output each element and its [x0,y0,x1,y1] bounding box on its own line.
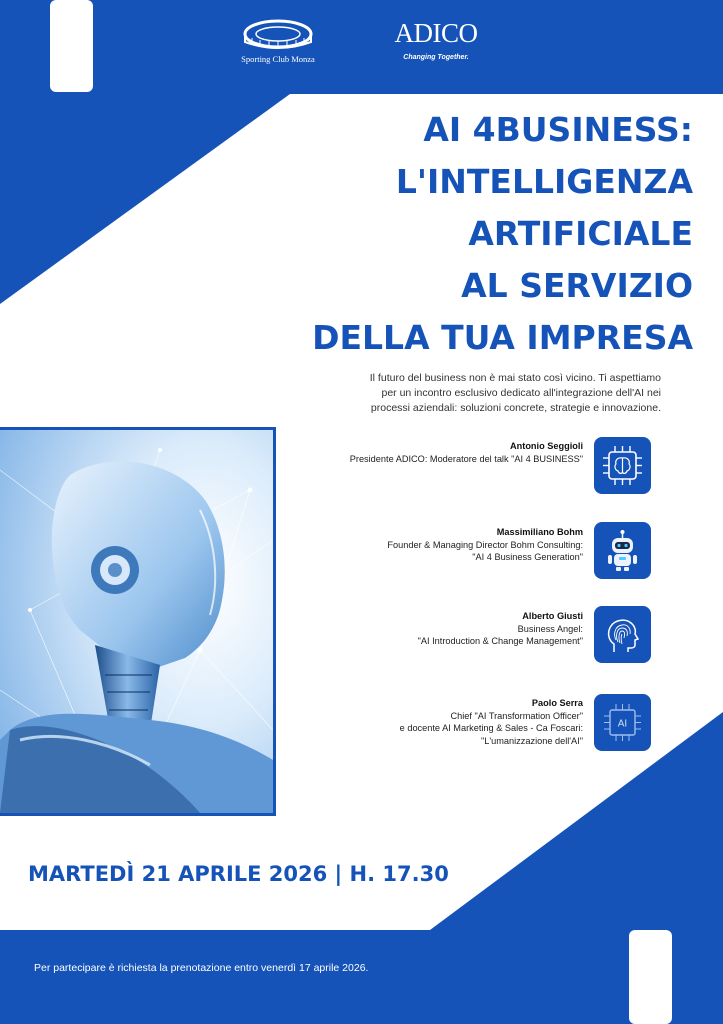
speaker-name: Antonio Seggioli [510,441,583,451]
svg-text:AI: AI [617,718,628,730]
speaker-role-2: e docente AI Marketing & Sales - Ca Foscari: [399,723,583,733]
event-title [213,104,693,364]
top-left-pill [50,0,93,92]
speaker-role: Business Angel: [517,623,583,634]
stadium-icon [232,14,324,54]
title-line: AI 4BUSINESS: [423,110,693,149]
ai-robot-illustration [0,427,276,816]
speaker-paolo-serra [283,697,583,747]
title-line: ARTIFICIALE [468,214,693,253]
title-line: L'INTELLIGENZA [395,162,693,201]
speaker-role: Chief "AI Transformation Officer" [450,710,583,721]
speaker-name: Paolo Serra [531,698,583,708]
fingerprint-head-icon [594,606,651,663]
speaker-talk: "L'umanizzazione dell'AI" [481,735,583,746]
intro-paragraph: Il futuro del business non è mai stato così vicino. Ti aspettiamo per un incontro esclusivo dedicato all'integrazione dell'AI nei processi aziendali: soluzioni concrete, strategie e innovazione. [369,372,661,414]
robot-icon [594,522,651,579]
sporting-club-monza-logo [232,14,324,64]
speaker-role: Presidente ADICO: Moderatore del talk "AI 4 BUSINESS" [349,453,583,464]
sporting-club-name: Sporting Club Monza [241,54,315,64]
registration-note: Per partecipare è richiesta la prenotazione entro venerdì 17 aprile 2026. [34,962,369,974]
adico-wordmark: ADICO [394,18,478,48]
brain-chip-icon [594,437,651,494]
event-date: MARTEDÌ 21 APRILE 2026 | H. 17.30 [28,862,449,886]
speaker-name: Alberto Giusti [522,611,583,621]
speaker-antonio-seggioli [283,440,583,465]
speaker-talk: "AI 4 Business Generation" [472,552,583,562]
speaker-talk: "AI Introduction & Change Management" [417,636,583,646]
speaker-alberto-giusti [283,610,583,648]
bottom-right-pill [629,930,672,1024]
title-line: AL SERVIZIO [461,266,693,305]
speaker-role: Founder & Managing Director Bohm Consulting: [387,539,583,550]
adico-logo [384,18,494,70]
adico-tagline: Changing Together. [403,54,469,61]
speaker-name: Massimiliano Bohm [496,527,583,537]
ai-chip-icon [594,694,651,751]
speaker-massimiliano-bohm [283,526,583,564]
title-line: DELLA TUA IMPRESA [312,318,693,357]
